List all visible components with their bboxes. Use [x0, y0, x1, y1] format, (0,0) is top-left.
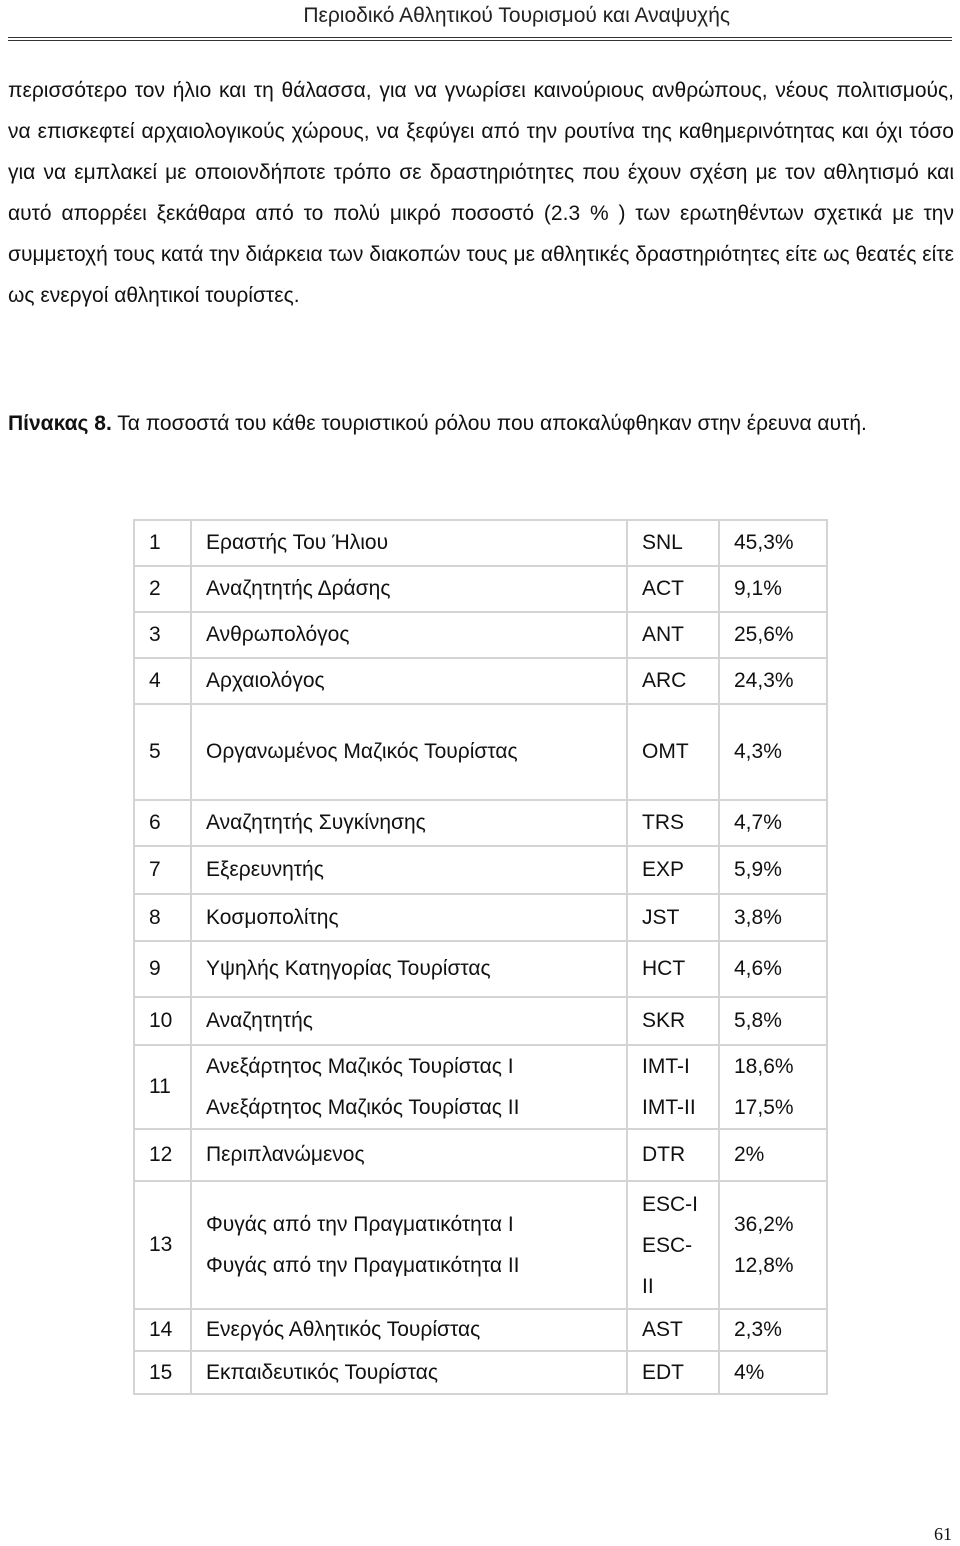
role-name-line: Οργανωμένος Μαζικός Τουρίστας	[206, 740, 518, 763]
role-percentage	[719, 1045, 827, 1129]
role-number: 6	[134, 800, 191, 846]
role-percentage	[719, 894, 827, 941]
table-caption-text: Τα ποσοστά του κάθε τουριστικού ρόλου που αποκαλύφθηκαν στην έρευνα αυτή.	[111, 412, 867, 435]
role-number: 1	[134, 520, 191, 566]
role-name	[191, 1351, 627, 1394]
role-code	[627, 520, 719, 566]
role-percentage	[719, 1181, 827, 1309]
role-percentage-line: 36,2%	[734, 1213, 794, 1236]
role-number: 8	[134, 894, 191, 941]
role-name-line: Αρχαιολόγος	[206, 669, 325, 692]
role-name-line: Φυγάς από την Πραγματικότητα Ι	[206, 1213, 514, 1236]
role-number: 5	[134, 704, 191, 800]
role-percentage	[719, 704, 827, 800]
role-name	[191, 1045, 627, 1129]
role-name-line: Αναζητητής	[206, 1009, 313, 1032]
role-code-line: SKR	[642, 1009, 686, 1032]
table-row	[134, 997, 827, 1045]
table-row	[134, 1181, 827, 1309]
role-percentage-line: 4,7%	[734, 811, 782, 834]
role-code	[627, 658, 719, 704]
tourist-roles-table	[133, 519, 828, 1395]
role-name-line: Κοσμοπολίτης	[206, 905, 339, 929]
role-code	[627, 612, 719, 658]
role-code	[627, 566, 719, 612]
role-code	[627, 1309, 719, 1351]
role-percentage	[719, 800, 827, 846]
table-row	[134, 894, 827, 941]
role-name	[191, 612, 627, 658]
body-paragraph: περισσότερο τον ήλιο και τη θάλασσα, για να γνωρίσει καινούριους ανθρώπους, νέους πολιτισμούς, να επισκεφτεί αρχαιολογικούς χώρους, να ξεφύγει από την ρουτίνα της καθημερινότητας και όχι τόσο για να εμπλακεί με οποιονδήποτε τρόπο σε δραστηριότητες που έχουν σχέση με τον αθλητισμό και αυτό απορρέει ξεκάθαρα από το πολύ μικρό ποσοστό (2.3 % ) των ερωτηθέντων σχετικά με την συμμετοχή τους κατά την διάρκεια των διακοπών τους με αθλητικές δραστηριότητες είτε ως θεατές είτε ως ενεργοί αθλητικοί τουρίστες.	[8, 79, 954, 307]
role-number: 3	[134, 612, 191, 658]
role-percentage	[719, 658, 827, 704]
role-percentage-line: 9,1%	[734, 577, 782, 600]
role-percentage-line: 24,3%	[734, 669, 794, 692]
role-code	[627, 1351, 719, 1394]
role-percentage	[719, 612, 827, 658]
role-percentage-line: 25,6%	[734, 623, 794, 646]
role-percentage	[719, 846, 827, 894]
role-code-line: ARC	[642, 669, 687, 692]
role-code-line: EXP	[642, 858, 685, 881]
role-percentage-line: 4,3%	[734, 740, 782, 763]
role-name	[191, 704, 627, 800]
role-code-line: ESC-I	[642, 1192, 699, 1216]
role-number: 11	[134, 1045, 191, 1129]
role-code	[627, 800, 719, 846]
role-code-line: HCT	[642, 957, 686, 980]
role-percentage	[719, 566, 827, 612]
role-code-line: EDT	[642, 1360, 684, 1384]
table-caption-label: Πίνακας 8.	[8, 412, 112, 435]
table-caption	[8, 402, 954, 445]
role-name-line: Υψηλής Κατηγορίας Τουρίστας	[206, 957, 491, 980]
role-code-line: II	[642, 1274, 654, 1298]
role-code	[627, 941, 719, 997]
role-code	[627, 997, 719, 1045]
table-row	[134, 941, 827, 997]
role-name	[191, 566, 627, 612]
running-header: Περιοδικό Αθλητικού Τουρισμού και Αναψυχής	[303, 4, 730, 27]
table-row	[134, 1309, 827, 1351]
role-percentage	[719, 997, 827, 1045]
role-name-line: Φυγάς από την Πραγματικότητα ΙΙ	[206, 1254, 520, 1277]
role-code-line: IMT-II	[642, 1096, 696, 1119]
role-number: 14	[134, 1309, 191, 1351]
table-row	[134, 1129, 827, 1181]
table-row	[134, 846, 827, 894]
table-row	[134, 658, 827, 704]
role-code-line: IMT-I	[642, 1055, 690, 1078]
role-code-line: SNL	[642, 531, 683, 554]
role-code	[627, 894, 719, 941]
role-code-line: AST	[642, 1318, 683, 1341]
role-percentage-line: 5,8%	[734, 1009, 782, 1032]
role-name-line: Ανθρωπολόγος	[206, 623, 350, 646]
role-name	[191, 1309, 627, 1351]
role-number: 12	[134, 1129, 191, 1181]
role-code	[627, 704, 719, 800]
role-code-line: OMT	[642, 740, 689, 763]
role-name-line: Ανεξάρτητος Μαζικός Τουρίστας Ι	[206, 1055, 514, 1078]
role-percentage	[719, 520, 827, 566]
header-rule	[8, 37, 952, 41]
table-row	[134, 566, 827, 612]
role-name	[191, 941, 627, 997]
role-percentage-line: 2%	[734, 1143, 765, 1166]
role-code	[627, 846, 719, 894]
role-number: 9	[134, 941, 191, 997]
role-percentage-line: 4%	[734, 1360, 765, 1384]
role-number: 4	[134, 658, 191, 704]
role-percentage-line: 12,8%	[734, 1254, 794, 1277]
table-row	[134, 704, 827, 800]
role-code	[627, 1181, 719, 1309]
role-number: 2	[134, 566, 191, 612]
role-name-line: Εραστής Του Ήλιου	[206, 531, 389, 554]
role-name-line: Περιπλανώμενος	[206, 1143, 365, 1166]
table-row	[134, 520, 827, 566]
role-percentage	[719, 1309, 827, 1351]
role-percentage-line: 45,3%	[734, 531, 794, 554]
role-name-line: Εξερευνητής	[206, 858, 324, 881]
role-code-line: ESC-	[642, 1233, 693, 1257]
role-code-line: JST	[642, 905, 680, 929]
table-body	[134, 520, 827, 1394]
role-name-line: Αναζητητής Δράσης	[206, 577, 391, 600]
role-percentage-line: 3,8%	[734, 905, 782, 929]
table-row	[134, 1351, 827, 1394]
role-name-line: Ενεργός Αθλητικός Τουρίστας	[206, 1318, 481, 1341]
role-name-line: Εκπαιδευτικός Τουρίστας	[206, 1360, 439, 1384]
role-name-line: Αναζητητής Συγκίνησης	[206, 811, 426, 834]
body-text	[8, 70, 954, 316]
role-name	[191, 800, 627, 846]
role-percentage-line: 17,5%	[734, 1096, 794, 1119]
role-name	[191, 997, 627, 1045]
role-name	[191, 1129, 627, 1181]
role-percentage	[719, 941, 827, 997]
table-row	[134, 1045, 827, 1129]
role-percentage-line: 2,3%	[734, 1318, 782, 1341]
role-name	[191, 894, 627, 941]
role-percentage-line: 5,9%	[734, 858, 782, 881]
role-percentage-line: 18,6%	[734, 1055, 794, 1078]
role-code-line: DTR	[642, 1143, 686, 1166]
role-name	[191, 846, 627, 894]
page-number: 61	[934, 1524, 952, 1544]
role-name	[191, 658, 627, 704]
role-number: 15	[134, 1351, 191, 1394]
role-code-line: ACT	[642, 577, 684, 600]
role-percentage	[719, 1129, 827, 1181]
role-code	[627, 1045, 719, 1129]
role-percentage	[719, 1351, 827, 1394]
role-number: 10	[134, 997, 191, 1045]
role-name-line: Ανεξάρτητος Μαζικός Τουρίστας ΙΙ	[206, 1096, 520, 1119]
role-name	[191, 520, 627, 566]
table-row	[134, 800, 827, 846]
role-name	[191, 1181, 627, 1309]
role-number: 7	[134, 846, 191, 894]
role-percentage-line: 4,6%	[734, 957, 782, 980]
role-code-line: TRS	[642, 811, 684, 834]
table-row	[134, 612, 827, 658]
role-code	[627, 1129, 719, 1181]
role-code-line: ANT	[642, 623, 684, 646]
role-number: 13	[134, 1181, 191, 1309]
